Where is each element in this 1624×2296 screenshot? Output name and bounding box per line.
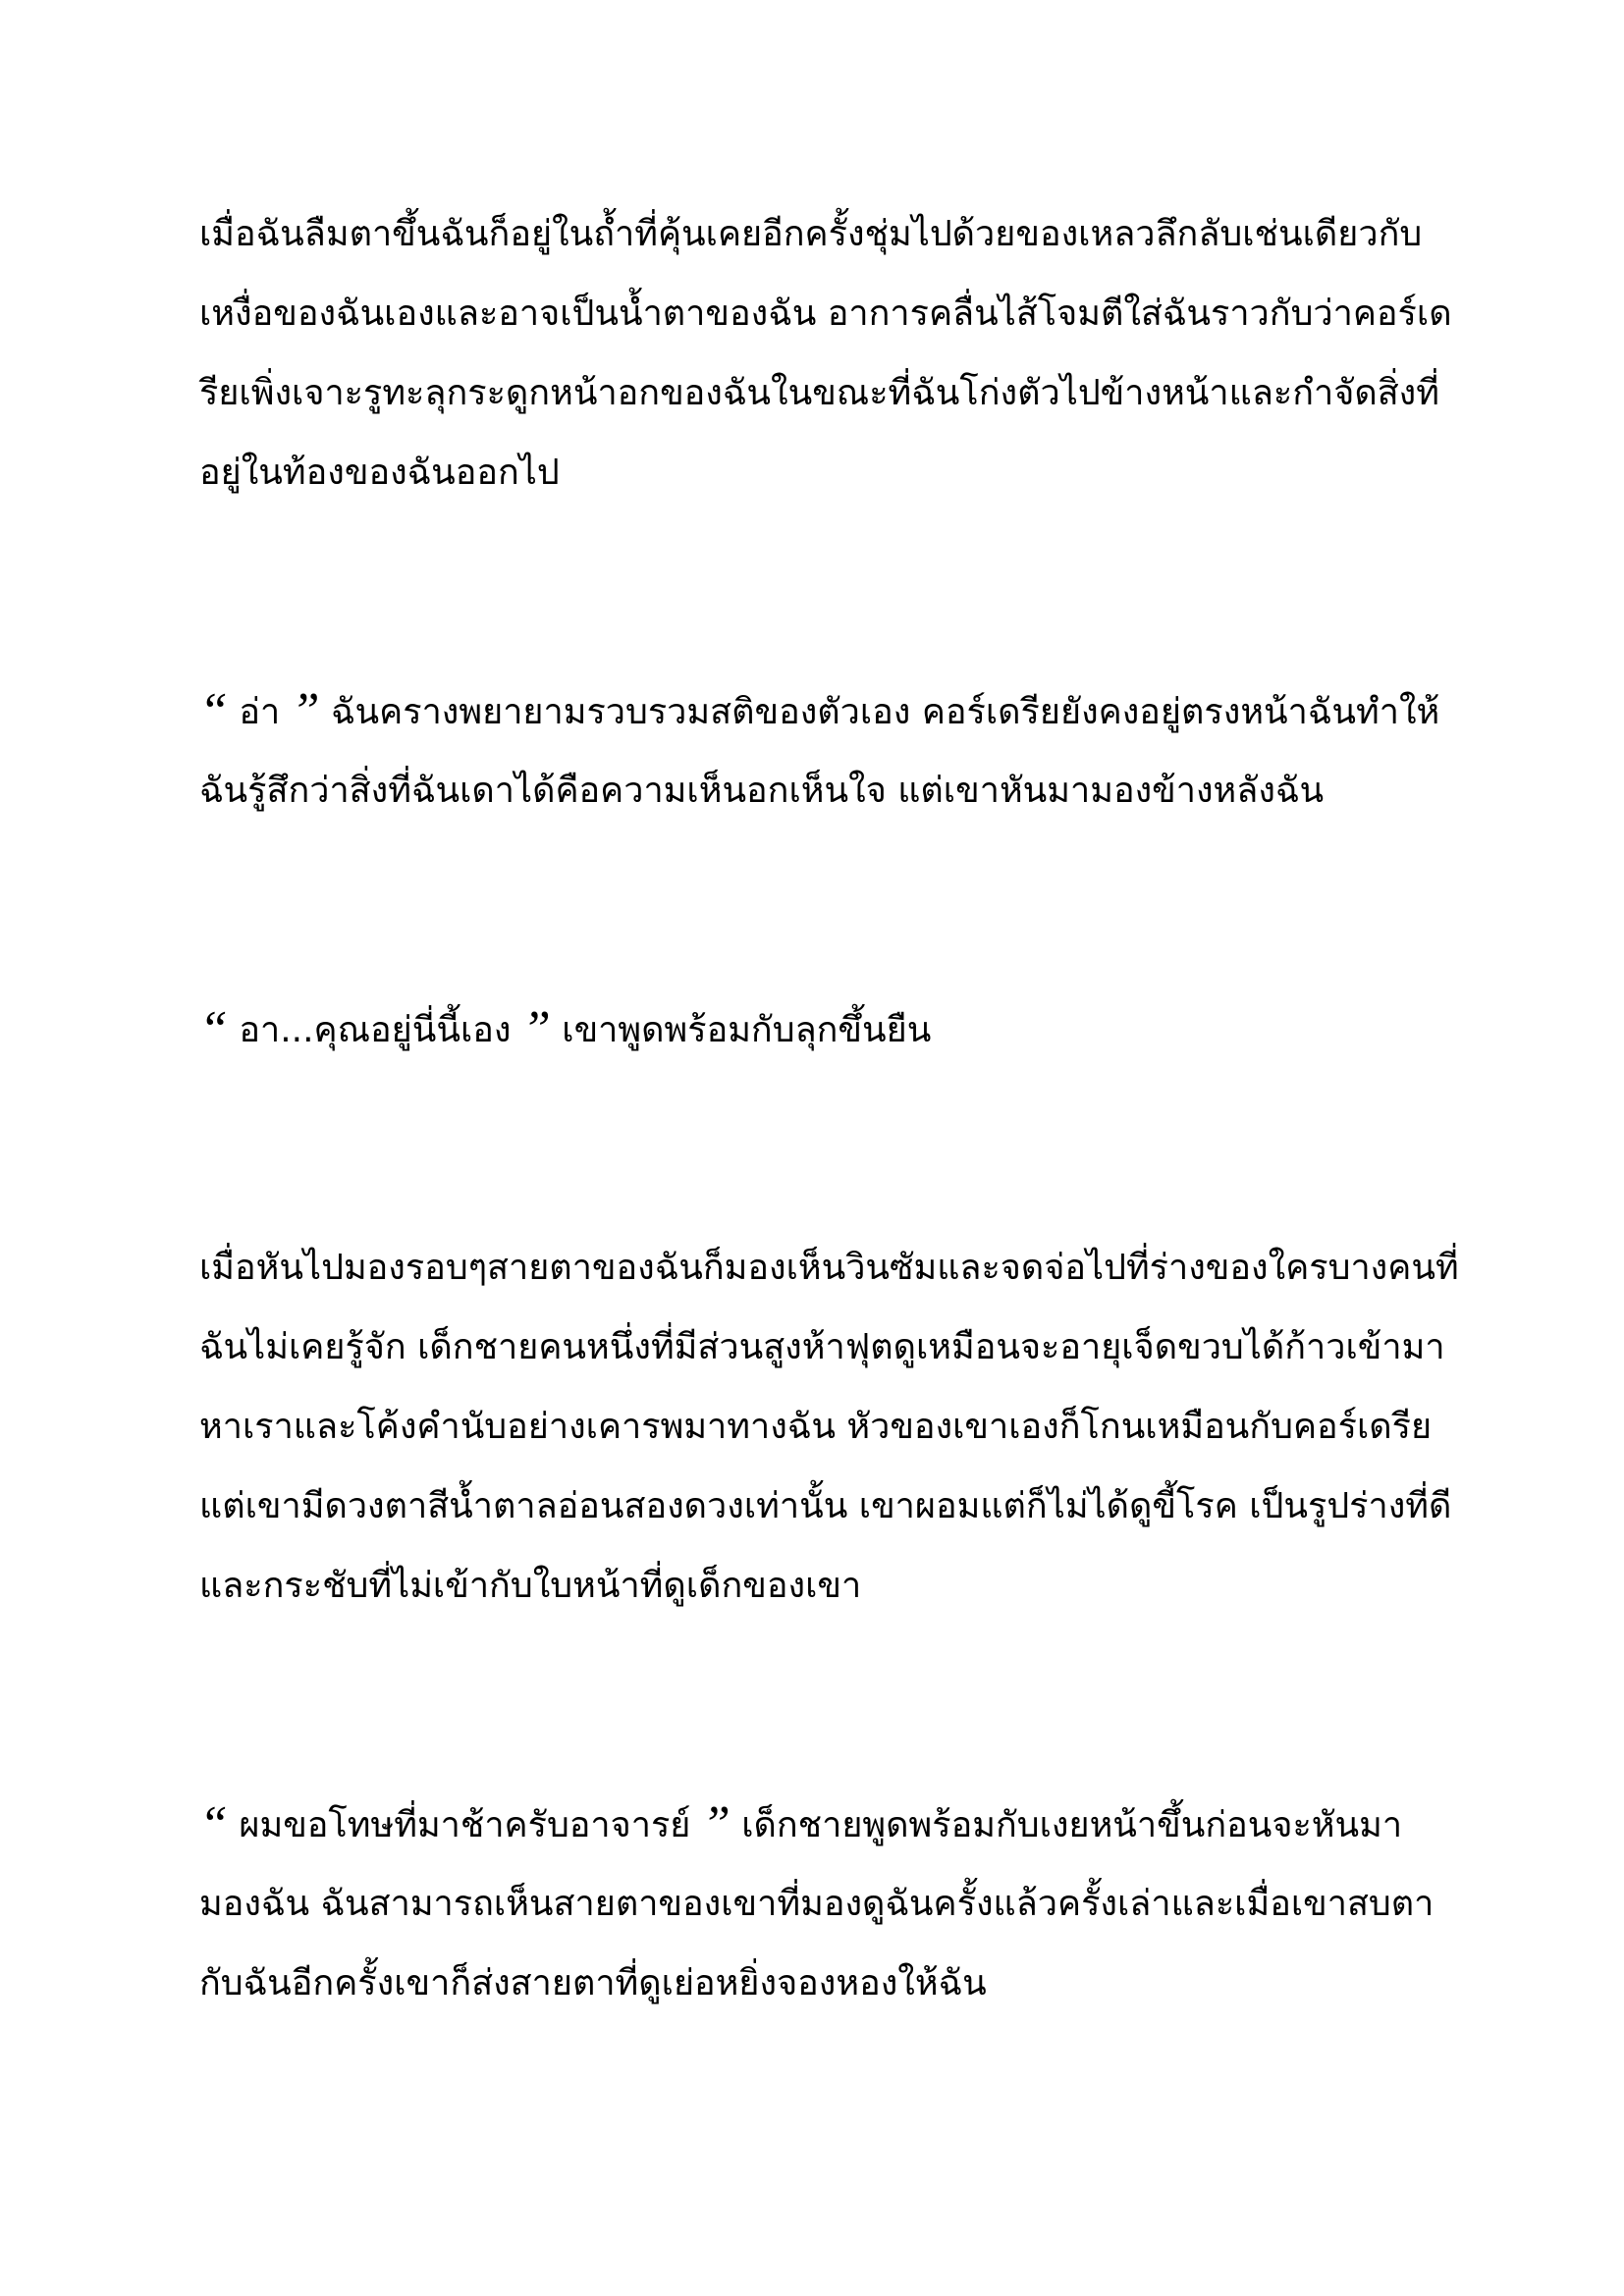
text-line: เมื่อฉันลืมตาขึ้นฉันก็อยู่ในถ้ำที่คุ้นเคยอีกครั้งชุ่มไปด้วยของเหลวลึกลับเช่นเดียวกับ [199, 214, 1423, 254]
open-quote-mark: “ [199, 1796, 228, 1852]
paragraph-3 [199, 989, 1446, 1069]
narration-text: เด็กชายพูดพร้อมกับเงยหน้าขึ้นก่อนจะหันมา [730, 1805, 1403, 1845]
text-line: และกระชับที่ไม่เข้ากับใบหน้าที่ดูเด็กของเขา [199, 1566, 862, 1606]
paragraph-gap [199, 1626, 1446, 1785]
narration-text: เขาพูดพร้อมกับลุกขึ้นยืน [550, 1010, 932, 1050]
text-line: มองฉัน ฉันสามารถเห็นสายตาของเขาที่มองดูฉันครั้งแล้วครั้งเล่าและเมื่อเขาสบตา [199, 1884, 1435, 1924]
quoted-speech: อา...คุณอยู่นี่นี้เอง [227, 1010, 522, 1050]
text-line: ฉันไม่เคยรู้จัก เด็กชายคนหนึ่งที่มีส่วนสูงห้าฟุตดูเหมือนจะอายุเจ็ดขวบได้ก้าวเข้ามา [199, 1327, 1445, 1367]
text-line: แต่เขามีดวงตาสีน้ำตาลอ่อนสองดวงเท่านั้น เขาผอมแต่ก็ไม่ได้ดูขี้โรค เป็นรูปร่างที่ดี [199, 1486, 1452, 1526]
paragraph-5 [199, 1785, 1446, 2023]
narration-text: ฉันครางพยายามรวบรวมสติของตัวเอง คอร์เดรียยังคงอยู่ตรงหน้าฉันทำให้ [319, 692, 1440, 732]
text-line: อยู่ในท้องของฉันออกไป [199, 453, 560, 493]
open-quote-mark: “ [199, 683, 228, 739]
text-line-with-quote [199, 989, 1446, 1069]
text-line: ฉันรู้สึกว่าสิ่งที่ฉันเดาได้คือความเห็นอกเห็นใจ แต่เขาหันมามองข้างหลังฉัน [199, 771, 1325, 811]
text-line: กับฉันอีกครั้งเขาก็ส่งสายตาที่ดูเย่อหยิ่งจองหองให้ฉัน [199, 1963, 987, 2003]
paragraph-gap [199, 830, 1446, 989]
paragraph-gap [199, 1069, 1446, 1228]
close-quote-mark: ” [701, 1796, 731, 1852]
paragraph-4 [199, 1228, 1459, 1626]
quoted-speech: อ่า [227, 692, 292, 732]
paragraph-gap [199, 512, 1446, 671]
quoted-speech: ผมขอโทษที่มาช้าครับอาจารย์ [227, 1805, 702, 1845]
text-line: รียเพิ่งเจาะรูทะลุกระดูกหน้าอกของฉันในขณะที่ฉันโก่งตัวไปข้างหน้าและกำจัดสิ่งที่ [199, 373, 1439, 413]
text-line-with-quote [199, 671, 1446, 751]
document-body [199, 194, 1459, 2023]
text-line: เมื่อหันไปมองรอบๆสายตาของฉันก็มองเห็นวินซัมและจดจ่อไปที่ร่างของใครบางคนที่ [199, 1248, 1459, 1288]
text-line-with-quote [199, 1785, 1446, 1864]
text-line: เหงื่อของฉันเองและอาจเป็นน้ำตาของฉัน อาการคลื่นไส้โจมตีใส่ฉันราวกับว่าคอร์เด [199, 294, 1452, 334]
close-quote-mark: ” [291, 683, 320, 739]
text-line: หาเราและโค้งคำนับอย่างเคารพมาทางฉัน หัวของเขาเองก็โกนเหมือนกับคอร์เดรีย [199, 1407, 1433, 1447]
close-quote-mark: ” [521, 1001, 551, 1057]
open-quote-mark: “ [199, 1001, 228, 1057]
paragraph-1 [199, 194, 1452, 512]
paragraph-2 [199, 671, 1446, 830]
